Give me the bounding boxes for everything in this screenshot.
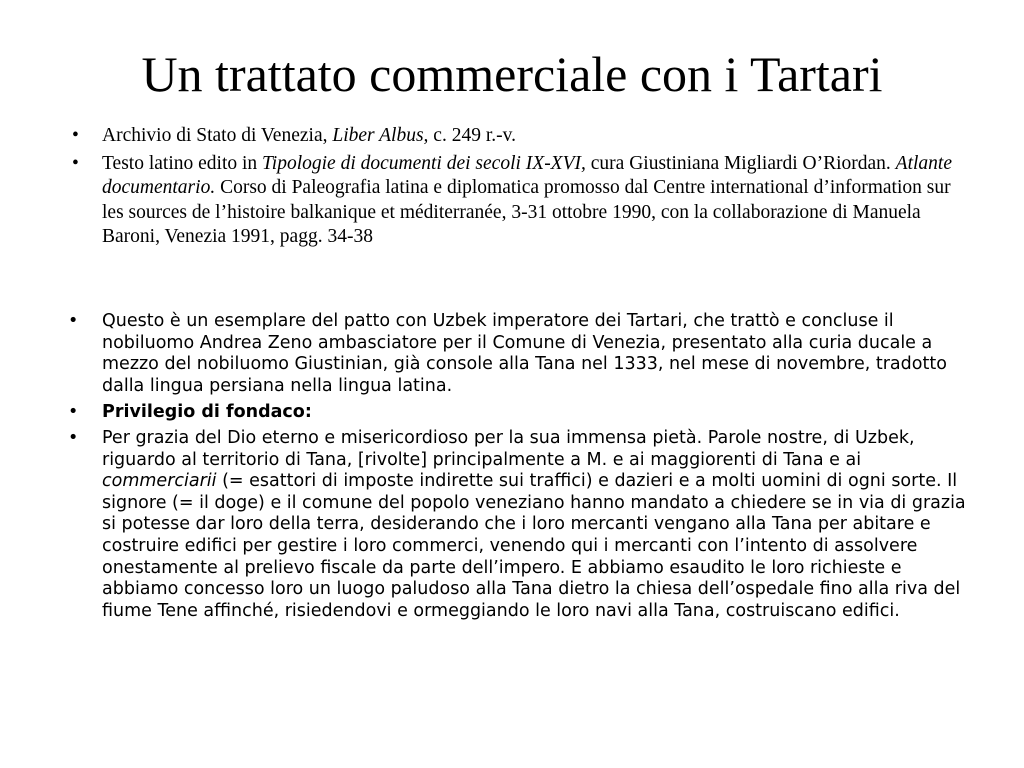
body-item-text: [64, 428, 974, 622]
bullet-icon: •: [72, 125, 79, 146]
reference-title: Tipologie di documenti dei secoli IX-XVI,: [262, 152, 586, 174]
reference-text: Archivio di Stato di Venezia,: [102, 125, 333, 146]
bullet-icon: •: [68, 427, 79, 448]
slide-title: Un trattato commerciale con i Tartari: [141, 46, 883, 102]
bullet-icon: •: [68, 402, 79, 423]
reference-list: [64, 124, 974, 253]
section-heading: Privilegio di fondaco:: [102, 402, 312, 423]
body-text: Per grazia del Dio eterno e misericordioso per la sua immensa pietà. Parole nostre, di Uzbek, riguardo al territorio di Tana, [rivolte] principalmente a M. e ai maggiorenti di Tana e ai: [102, 427, 915, 470]
reference-text: cura Giustiniana Migliardi O’Riordan.: [585, 152, 896, 174]
bullet-icon: •: [68, 311, 79, 331]
body-list: [64, 311, 974, 627]
bullet-icon: •: [72, 152, 79, 174]
reference-title: Liber Albus,: [332, 125, 429, 146]
reference-item: [64, 124, 974, 149]
reference-text: Testo latino edito in: [102, 152, 263, 174]
reference-title: Atlante documentario.: [102, 152, 952, 198]
body-text: (= esattori di imposte indirette sui traffici) e dazieri e a molti uomini di ogni sorte. Il signore (= il doge) e il comune del popolo veneziano hanno mandato a chiedere se in via di grazia si potesse dar loro della terra, desiderando che i loro mercanti vengano alla Tana per abitare e costruire edifici per gestire i loro commerci, venendo qui i mercanti con l’intento di assolvere onestamente al prelievo fiscale da parte dell’impero. E abbiamo esaudito le loro richieste e abbiamo concesso loro un luogo paludoso alla Tana dietro la chiesa dell’ospedale fino alla riva del fiume Tene affinché, risiedendovi e ormeggiando le loro navi alla Tana, costruiscano edifici.: [102, 471, 966, 621]
reference-item: [64, 152, 974, 250]
reference-text: Corso di Paleografia latina e diplomatica promosso dal Centre international d’information sur les sources de l’histoire balkanique et méditerranée, 3-31 ottobre 1990, con la collaborazione di Manuela Baroni, Venezia 1991, pagg. 34-38: [102, 177, 951, 247]
body-text: Questo è un esemplare del patto con Uzbek imperatore dei Tartari, che trattò e concluse il nobiluomo Andrea Zeno ambasciatore per il Comune di Venezia, presentato alla curia ducale a mezzo del nobiluomo Giustinian, già console alla Tana nel 1333, nel mese di novembre, tradotto dalla lingua persiana nella lingua latina.: [102, 311, 947, 396]
reference-text: c. 249 r.-v.: [428, 125, 516, 146]
body-item-heading: [64, 402, 974, 424]
body-item-intro: [64, 311, 974, 397]
body-italic-term: commerciarii: [102, 471, 217, 492]
